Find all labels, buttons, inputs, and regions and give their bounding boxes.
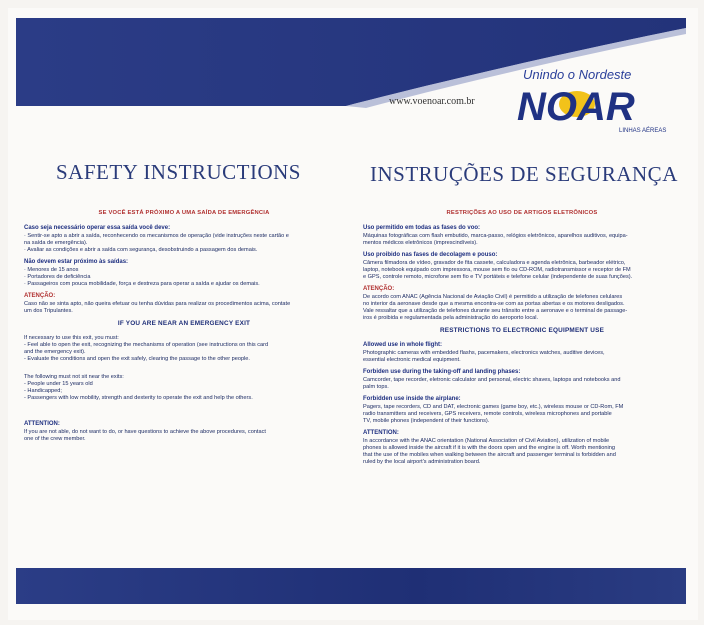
pt-electronics-heading: RESTRIÇÕES AO USO DE ARTIGOS ELETRÔNICOS (446, 210, 598, 216)
en-line: If you are not able, do not want to do, or have questions to achieve the above procedures, contact (24, 429, 266, 435)
en-sub-forbidden-takeoff: Forbiden use during the taking-off and landing phases: (363, 369, 521, 375)
svg-text:LINHAS AÉREAS: LINHAS AÉREAS (619, 128, 667, 134)
en-line: essential electronic medical equipment. (363, 357, 461, 363)
pt-sub-allowed: Uso permitido em todas as fases do voo: (363, 225, 481, 231)
en-sub-forbidden-inside: Forbidden use inside the airplane: (363, 396, 461, 402)
en-line: Photographic cameras with embedded flashs, pacemakers, electronics watches, auditive devices, (363, 350, 605, 356)
en-electronics-heading: RESTRICTIONS TO ELECTRONIC EQUIPMENT USE (439, 327, 605, 334)
pt-exit-heading: SE VOCÊ ESTÁ PRÓXIMO A UMA SAÍDA DE EMERGÊNCIA (98, 210, 270, 216)
en-line: - People under 15 years old (24, 381, 93, 387)
en-attention-label: ATTENTION: (24, 421, 60, 427)
title-instrucoes-seguranca: INSTRUÇÕES DE SEGURANÇA (370, 162, 678, 186)
pt-sub-not-near: Não devem estar próximo às saídas: (24, 259, 129, 265)
pt-line: · Avaliar as condições e abrir a saída com segurança, desobstruindo a passagem dos demais. (24, 247, 258, 253)
website-url: www.voenoar.com.br (389, 96, 475, 107)
pt-line: · Sentir-se apto a abrir a saída, reconhecendo os mecanismos de operação (vide instruções neste cartão e (24, 233, 289, 239)
noar-logo (515, 68, 685, 134)
pt-line: De acordo com ANAC (Agência Nacional de Aviação Civil) é permitido a utilização de telefones celulares (363, 294, 623, 300)
pt-line: na saída de emergência). (24, 240, 88, 246)
pt-line: · Portadores de deficiência (24, 274, 91, 280)
en-line: In accordance with the ANAC orientation (National Association of Civil Aviation), utilization of mobile (363, 438, 610, 444)
en-sub-allowed: Allowed use in whole flight: (363, 342, 442, 348)
pt-line: · Passageiros com pouca mobilidade, força e destreza para operar a saída e ajudar os demais. (24, 281, 260, 287)
en-line: - Evaluate the conditions and open the exit safely, clearing the passage to the other people. (24, 356, 250, 362)
tagline: Unindo o Nordeste (523, 67, 632, 82)
en-line: that the use of the mobiles when walking between the aircraft and passenger terminal is forbidden and (363, 452, 616, 458)
pt-line: Vale ressaltar que a utilização de telefones durante seu trânsito entre a aeronave e o terminal de passage- (363, 308, 628, 314)
pt-line: laptop, notebook equipado com impressora, mouse sem fio ou CD-ROM, radiotransmissor e receptor de FM (363, 267, 631, 273)
pt-line: e GPS, controle remoto, microfone sem fio e TV portáteis e telefone celular (independente de suas funções). (363, 274, 633, 280)
en-line: ruled by the local airport's administration board. (363, 459, 481, 465)
pt-line: Caso não se sinta apto, não queira efetuar ou tenha dúvidas para realizar os procedimentos acima, contate (24, 301, 291, 307)
en-line: and the emergency exit). (24, 349, 86, 355)
left-column (24, 210, 344, 448)
en-line: - Handicapped; (24, 388, 62, 394)
en-attention-label: ATTENTION: (363, 430, 399, 436)
pt-attention-label: ATENÇÃO: (24, 293, 56, 299)
svg-text:NOAR: NOAR (517, 85, 635, 129)
en-line: TV, mobile phones (independent of their functions). (363, 418, 490, 424)
right-column (363, 210, 681, 471)
pt-line: Câmera filmadora de vídeo, gravador de fita cassete, calculadora e agenda eletrônica, barbeador elétrico, (363, 260, 626, 266)
en-line: phones is allowed inside the aircraft if it is with the doors open and the engine is off. Worth mentioning (363, 445, 615, 451)
pt-line: Máquinas fotográficas com flash embutido, marca-passo, relógios eletrônicos, aparelhos auditivos, equipa- (363, 233, 628, 239)
pt-line: um dos Tripulantes. (24, 308, 73, 314)
en-line: one of the crew member. (24, 436, 86, 442)
pt-sub-operate: Caso seja necessário operar essa saída você deve: (24, 225, 171, 231)
en-line: - Passengers with low mobility, strength and dexterity to operate the exit and help the others. (24, 395, 253, 401)
pt-sub-forbidden: Uso proibido nas fases de decolagem e pouso: (363, 252, 498, 258)
en-line: Pagers, tape recorders, CD and DAT, electronic games (game boy, etc.), wireless mouse or CD-Rom, FM (363, 404, 624, 410)
pt-line: iros é proibida e regulamentada pela administração do aeroporto local. (363, 315, 539, 321)
en-line: The following must not sit near the exits: (24, 374, 124, 380)
pt-attention-label: ATENÇÃO: (363, 286, 395, 292)
pt-line: mentos médicos eletrônicos (imprescindíveis). (363, 240, 478, 246)
pt-line: · Menores de 15 anos (24, 267, 79, 273)
en-line: - Feel able to open the exit, recognizing the mechanisms of operation (see instructions on this card (24, 342, 269, 348)
en-exit-heading: IF YOU ARE NEAR AN EMERGENCY EXIT (117, 320, 251, 327)
en-line: radio transmitters and receivers, GPS receivers, remote controls, wireless microphones and portable (363, 411, 612, 417)
footer-banner (16, 568, 686, 604)
en-line: Camcorder, tape recorder, eletronic calculator and personal, electric shaves, laptops and notebooks and (363, 377, 621, 383)
en-line: palm tops. (363, 384, 389, 390)
pt-line: no interior da aeronave desde que a mesma encontra-se com as portas abertas e os motores desligados. (363, 301, 625, 307)
title-safety-instructions: SAFETY INSTRUCTIONS (56, 160, 301, 184)
en-line: If necessary to use this exit, you must: (24, 335, 119, 341)
